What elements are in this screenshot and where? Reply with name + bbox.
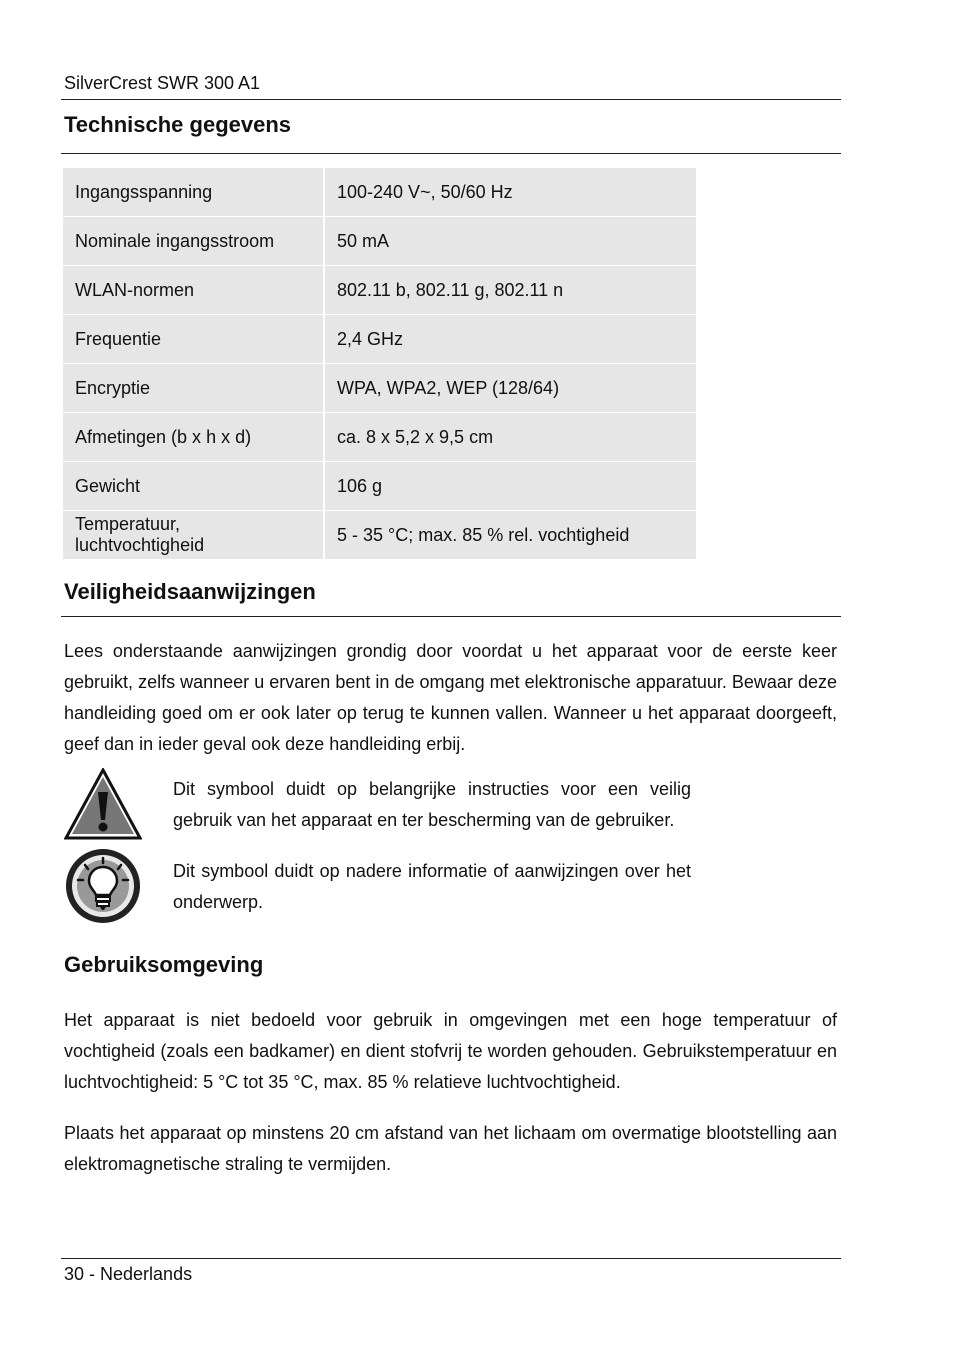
environment-paragraph-2: Plaats het apparaat op minstens 20 cm afstand van het lichaam om overmatige blootstelling aan elektromagnetische straling te vermijden. [64,1123,837,1174]
section-title-safety: Veiligheidsaanwijzingen [64,579,316,604]
spec-value: ca. 8 x 5,2 x 9,5 cm [325,413,696,461]
table-row [63,315,696,363]
spec-value: 100-240 V~, 50/60 Hz [325,168,696,216]
warning-note: Dit symbool duidt op belangrijke instructies voor een veilig gebruik van het apparaat en ter bescherming van de gebruiker. [173,779,691,830]
page-header: SilverCrest SWR 300 A1 [64,73,261,93]
section-title-environment: Gebruiksomgeving [64,952,264,977]
table-row [63,462,696,510]
spec-table [61,167,698,560]
section-rule [61,153,841,154]
header-rule [61,99,841,100]
spec-value: WPA, WPA2, WEP (128/64) [325,364,696,412]
table-row [63,364,696,412]
spec-value: 50 mA [325,217,696,265]
table-row [63,217,696,265]
table-row [63,413,696,461]
environment-paragraph-1: Het apparaat is niet bedoeld voor gebruik in omgevingen met een hoge temperatuur of vochtigheid (zoals een badkamer) en dient stofvrij te worden gehouden. Gebruikstemperatuur en luchtvochtigheid: 5 °C tot 35 °C, max. 85 % relatieve luchtvochtigheid. [64,1010,837,1092]
table-row [63,511,696,559]
spec-label: Afmetingen (b x h x d) [63,413,323,461]
spec-value: 802.11 b, 802.11 g, 802.11 n [325,266,696,314]
spec-label: Temperatuur, luchtvochtigheid [63,511,323,559]
safety-intro: Lees onderstaande aanwijzingen grondig door voordat u het apparaat voor de eerste keer gebruikt, zelfs wanneer u ervaren bent in de omgang met elektronische apparatuur. Bewaar deze handleiding goed om er ook later op terug te kunnen vallen. Wanneer u het apparaat doorgeeft, geef dan in ieder geval ook deze handleiding erbij. [64,641,837,754]
section-rule [61,616,841,617]
spec-label: Encryptie [63,364,323,412]
table-row [63,168,696,216]
spec-value: 2,4 GHz [325,315,696,363]
lightbulb-icon [64,847,142,925]
spec-value: 106 g [325,462,696,510]
spec-label: Frequentie [63,315,323,363]
info-note: Dit symbool duidt op nadere informatie of aanwijzingen over het onderwerp. [173,861,691,912]
table-row [63,266,696,314]
page-footer: 30 - Nederlands [64,1264,193,1284]
spec-label: Gewicht [63,462,323,510]
warning-triangle-icon [64,768,142,846]
spec-value: 5 - 35 °C; max. 85 % rel. vochtigheid [325,511,696,559]
spec-label: WLAN-normen [63,266,323,314]
footer-rule [61,1258,841,1259]
spec-label: Ingangsspanning [63,168,323,216]
spec-label: Nominale ingangsstroom [63,217,323,265]
section-title-tech: Technische gegevens [64,112,292,137]
